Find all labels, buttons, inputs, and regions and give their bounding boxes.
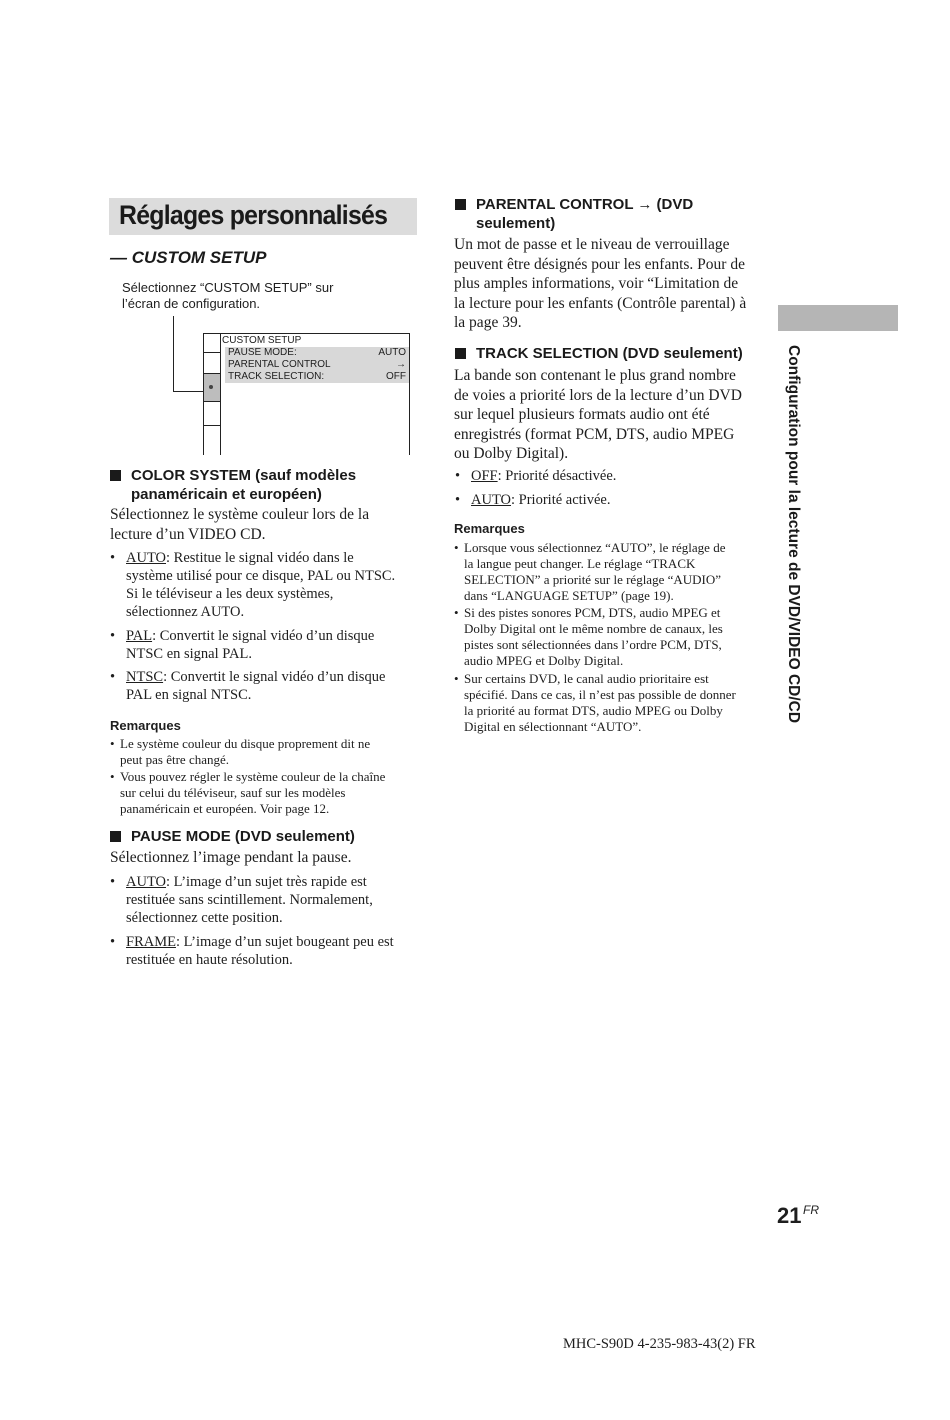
title-bar bbox=[109, 198, 417, 235]
intro-line: Sélectionnez “CUSTOM SETUP” sur bbox=[122, 280, 334, 295]
screen-icon-cell bbox=[204, 353, 220, 374]
square-bullet-icon bbox=[110, 831, 121, 842]
track-selection-desc: La bande son contenant le plus grand nombre de voies a priorité lors de la lecture d’un DVD sur lequel plusieurs formats audio ont été enregistrés (format PCM, DTS, audio MPEG ou Dolby Digital). bbox=[454, 367, 742, 462]
subtitle: — CUSTOM SETUP bbox=[110, 248, 267, 267]
footer-model-code: MHC-S90D 4-235-983-43(2) FR bbox=[563, 1336, 756, 1352]
intro-text bbox=[122, 280, 362, 312]
menu-value: → bbox=[396, 359, 406, 370]
screen-icon-cell bbox=[204, 334, 220, 353]
menu-row-parental-control bbox=[228, 359, 406, 371]
screen-icon-column bbox=[204, 334, 221, 455]
page-language: FR bbox=[803, 1203, 819, 1217]
diagram-connector bbox=[173, 316, 174, 392]
square-bullet-icon bbox=[455, 199, 466, 210]
menu-label: PAUSE MODE: bbox=[228, 347, 297, 358]
menu-label: PARENTAL CONTROL bbox=[228, 359, 331, 370]
page-title: Réglages personnalisés bbox=[119, 200, 388, 230]
square-bullet-icon bbox=[455, 348, 466, 359]
remarks-heading: Remarques bbox=[454, 521, 525, 536]
diagram-connector bbox=[173, 391, 204, 392]
parental-control-desc: Un mot de passe et le niveau de verrouillage peuvent être désignés pour les enfants. Pour de plus amples informations, voir “Limitation de la lecture pour les enfants (Contrôle parental) à la page 39. bbox=[454, 236, 747, 331]
menu-row-track-selection bbox=[228, 371, 406, 383]
page-number: 21 bbox=[777, 1203, 802, 1228]
screen-title: CUSTOM SETUP bbox=[222, 335, 302, 346]
selected-icon-cell bbox=[204, 374, 220, 402]
remarks-heading: Remarques bbox=[110, 718, 181, 733]
setup-icon bbox=[209, 385, 213, 389]
screen-menu bbox=[225, 347, 409, 383]
side-tab bbox=[778, 305, 898, 331]
intro-line: l’écran de configuration. bbox=[122, 296, 261, 311]
menu-row-pause-mode bbox=[228, 347, 406, 359]
color-system-desc: Sélectionnez le système couleur lors de la lecture d’un VIDEO CD. bbox=[110, 506, 370, 543]
side-section-label: Configuration pour la lecture de DVD/VIDEO CD/CD bbox=[785, 345, 802, 724]
square-bullet-icon bbox=[110, 470, 121, 481]
pause-mode-desc: Sélectionnez l’image pendant la pause. bbox=[110, 849, 352, 866]
menu-label: TRACK SELECTION: bbox=[228, 371, 325, 382]
screen-icon-cell bbox=[204, 402, 220, 426]
setup-screen-diagram bbox=[203, 333, 410, 455]
menu-value: AUTO bbox=[378, 347, 406, 358]
menu-value: OFF bbox=[386, 371, 406, 382]
